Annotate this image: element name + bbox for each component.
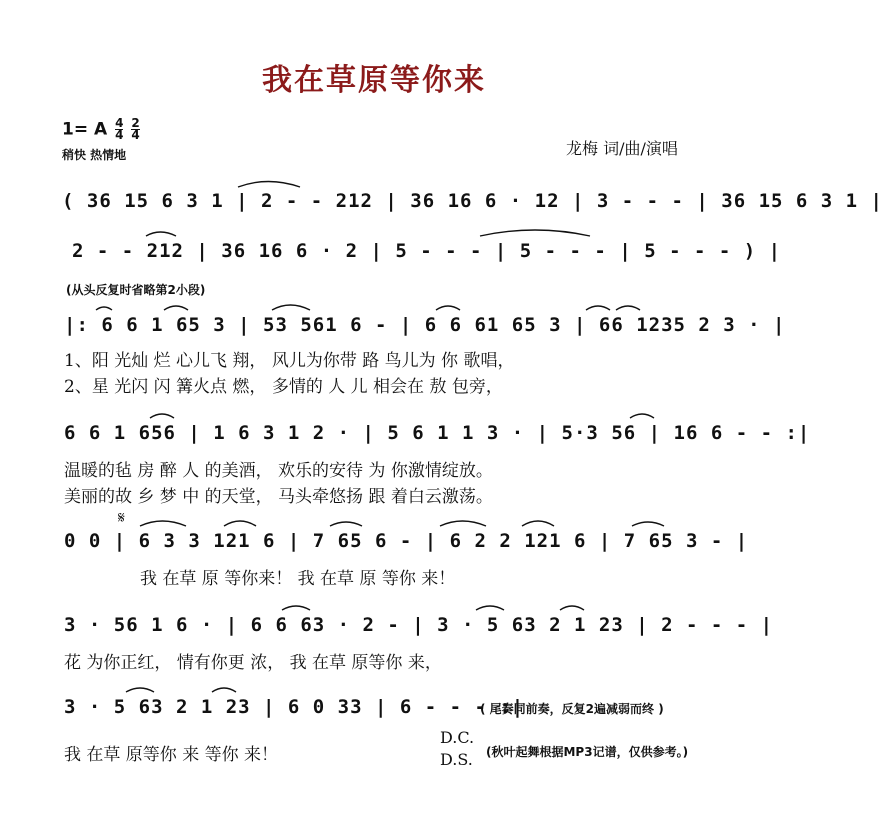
slur-arc [126, 688, 154, 692]
slur-arc [436, 306, 460, 310]
slur-arc [480, 230, 590, 236]
slur-arc [164, 306, 188, 310]
notation-row-7: 3 · 5 63 2 1 23 | 6 0 33 | 6 - - - :| [64, 696, 525, 718]
slur-arc [476, 606, 504, 610]
source-note: (秋叶起舞根据MP3记谱，仅供参考。) [486, 745, 689, 759]
notation-row-6: 3 · 56 1 6 · | 6 6 63 · 2 - | 3 · 5 63 2 1 23 | 2 - - - | [64, 614, 774, 636]
time-signature-4-4: $\frac{4}{4}$ [115, 116, 124, 142]
slur-arc [238, 182, 300, 188]
lyrics-verse2-line1: 2、星 光闪 闪 篝火点 燃， 多情的 人 儿 相会在 敖 包旁， [64, 377, 503, 397]
notation-row-5: 0 0 | 6 3 3 121 6 | 7 65 6 - | 6 2 2 121 6 | 7 65 3 - | [64, 530, 749, 552]
dc-marking: D.C. [440, 728, 475, 747]
lyrics-verse2-line2: 美丽的故 乡 梦 中 的天堂， 马头牵悠扬 跟 着白云激荡。 [64, 487, 493, 507]
repeat-note: (从头反复时省略第2小段) [66, 283, 206, 297]
slur-arc [272, 305, 310, 310]
credit-line: 龙梅 词/曲/演唱 [566, 139, 678, 158]
slur-arc [586, 306, 610, 310]
notation-row-1: ( 36 15 6 3 1 | 2 - - 212 | 36 16 6 · 12 | 3 - - - | 36 15 6 3 1 | [62, 190, 883, 212]
notation-row-3: |: 6 6 1 65 3 | 53 561 6 - | 6 6 61 65 3 | 66 1235 2 3 · | [64, 314, 786, 336]
slur-arc [630, 414, 654, 418]
tempo-marking: 稍快 热情地 [62, 148, 127, 162]
lyrics-verse1-line2: 温暖的毡 房 醉 人 的美酒， 欢乐的安待 为 你激情绽放。 [64, 461, 493, 481]
time-signature-2-4: $\frac{2}{4}$ [131, 116, 140, 142]
ds-marking: D.S. [440, 750, 473, 769]
slur-arc [150, 414, 174, 418]
slur-arc [330, 522, 362, 526]
slur-arc [616, 306, 640, 310]
slur-arc [96, 307, 112, 310]
slur-arc [140, 521, 186, 526]
lyrics-verse1-line1: 1、阳 光灿 烂 心儿飞 翔， 风儿为你带 路 鸟儿为 你 歌唱， [64, 351, 515, 371]
notation-row-4: 6 6 1 656 | 1 6 3 1 2 · | 5 6 1 1 3 · | 5·3 56 | 16 6 - - :| [64, 422, 811, 444]
lyrics-chorus-line2: 花 为你正红， 情有你更 浓， 我 在草 原等你 来， [64, 653, 442, 673]
notation-row-2: 2 - - 212 | 36 16 6 · 2 | 5 - - - | 5 - - - | 5 - - - ) | [72, 240, 782, 262]
slur-arc [632, 522, 664, 526]
slur-arc [522, 521, 554, 526]
outro-note: ( 尾奏同前奏，反复2遍减弱而终 ) [480, 702, 664, 716]
slur-arc [560, 606, 584, 610]
slur-arc [440, 521, 486, 526]
slur-arc [282, 606, 310, 610]
song-title: 我在草原等你来 [262, 63, 486, 98]
lyrics-chorus-line3: 我 在草 原等你 来 等你 来！ [64, 745, 279, 765]
slur-arc [212, 688, 236, 692]
slur-arc [146, 232, 176, 236]
segno-sign: 𝄋 [118, 508, 125, 527]
lyrics-chorus-line1: 我 在草 原 等你来！ 我 在草 原 等你 来！ [140, 569, 456, 589]
slur-arc [224, 521, 256, 526]
key-label: 1= A [62, 119, 108, 140]
